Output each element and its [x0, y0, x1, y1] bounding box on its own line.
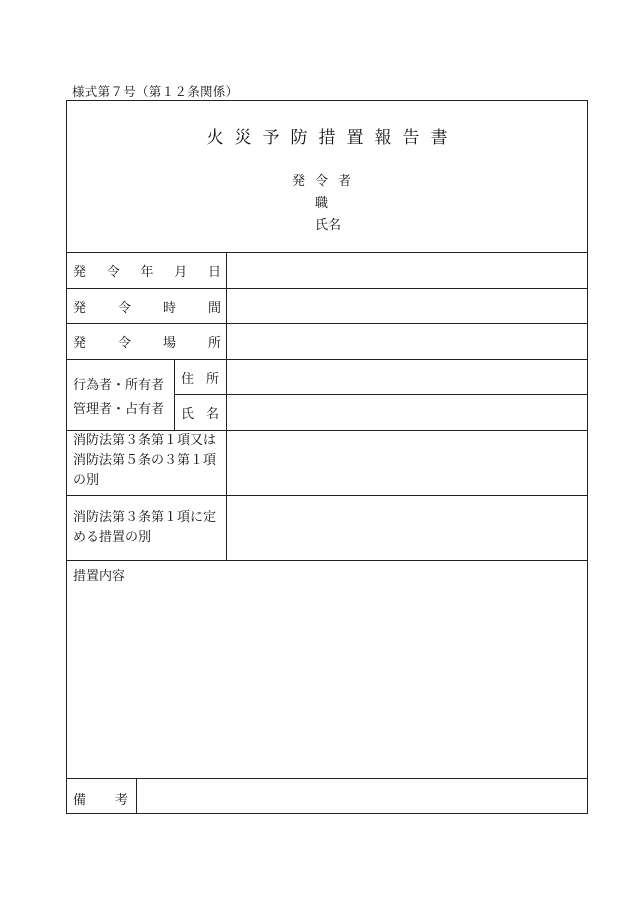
issuer-name-label: 氏名 — [315, 218, 342, 233]
persons-label-line1: 行為者・所有者 — [73, 378, 165, 393]
divider — [174, 394, 587, 395]
label-char: 日 — [207, 265, 221, 280]
issuer-label: 発令者 — [292, 174, 362, 189]
remarks-label: 備考 — [73, 793, 158, 808]
divider — [67, 560, 587, 561]
report-form-frame — [66, 100, 588, 814]
divider — [67, 495, 587, 496]
label-char: 令 — [117, 336, 131, 351]
divider — [67, 252, 587, 253]
name-label: 氏名 — [181, 407, 232, 422]
label-char: 時 — [162, 301, 176, 316]
form-number: 様式第７号（第１２条関係） — [72, 84, 239, 99]
label-char: 間 — [207, 301, 221, 316]
label-char: 場 — [162, 336, 176, 351]
divider — [67, 778, 587, 779]
label-char: 月 — [174, 265, 188, 280]
persons-label-line2: 管理者・占有者 — [73, 402, 165, 417]
law-article-classification-label: 消防法第３条第１項又は消防法第５条の３第１項の別 — [73, 433, 217, 488]
divider — [67, 288, 587, 289]
label-char: 発 — [73, 301, 87, 316]
label-char: 年 — [140, 265, 154, 280]
issuer-post-label: 職 — [315, 196, 329, 211]
form-title: 火災予防措置報告書 — [206, 128, 459, 148]
label-char: 令 — [117, 301, 131, 316]
label-char: 発 — [73, 336, 87, 351]
label-char: 発 — [73, 265, 87, 280]
measures-content-label: 措置内容 — [73, 569, 126, 584]
column-divider — [174, 359, 175, 430]
label-char: 令 — [106, 265, 120, 280]
issue-date-label — [73, 261, 221, 280]
issue-time-label — [73, 297, 221, 316]
issue-place-label — [73, 332, 221, 351]
measures-classification-label: 消防法第３条第１項に定める措置の別 — [73, 510, 217, 545]
address-label: 住所 — [181, 372, 232, 387]
label-char: 所 — [207, 336, 221, 351]
divider — [67, 323, 587, 324]
divider — [67, 359, 587, 360]
